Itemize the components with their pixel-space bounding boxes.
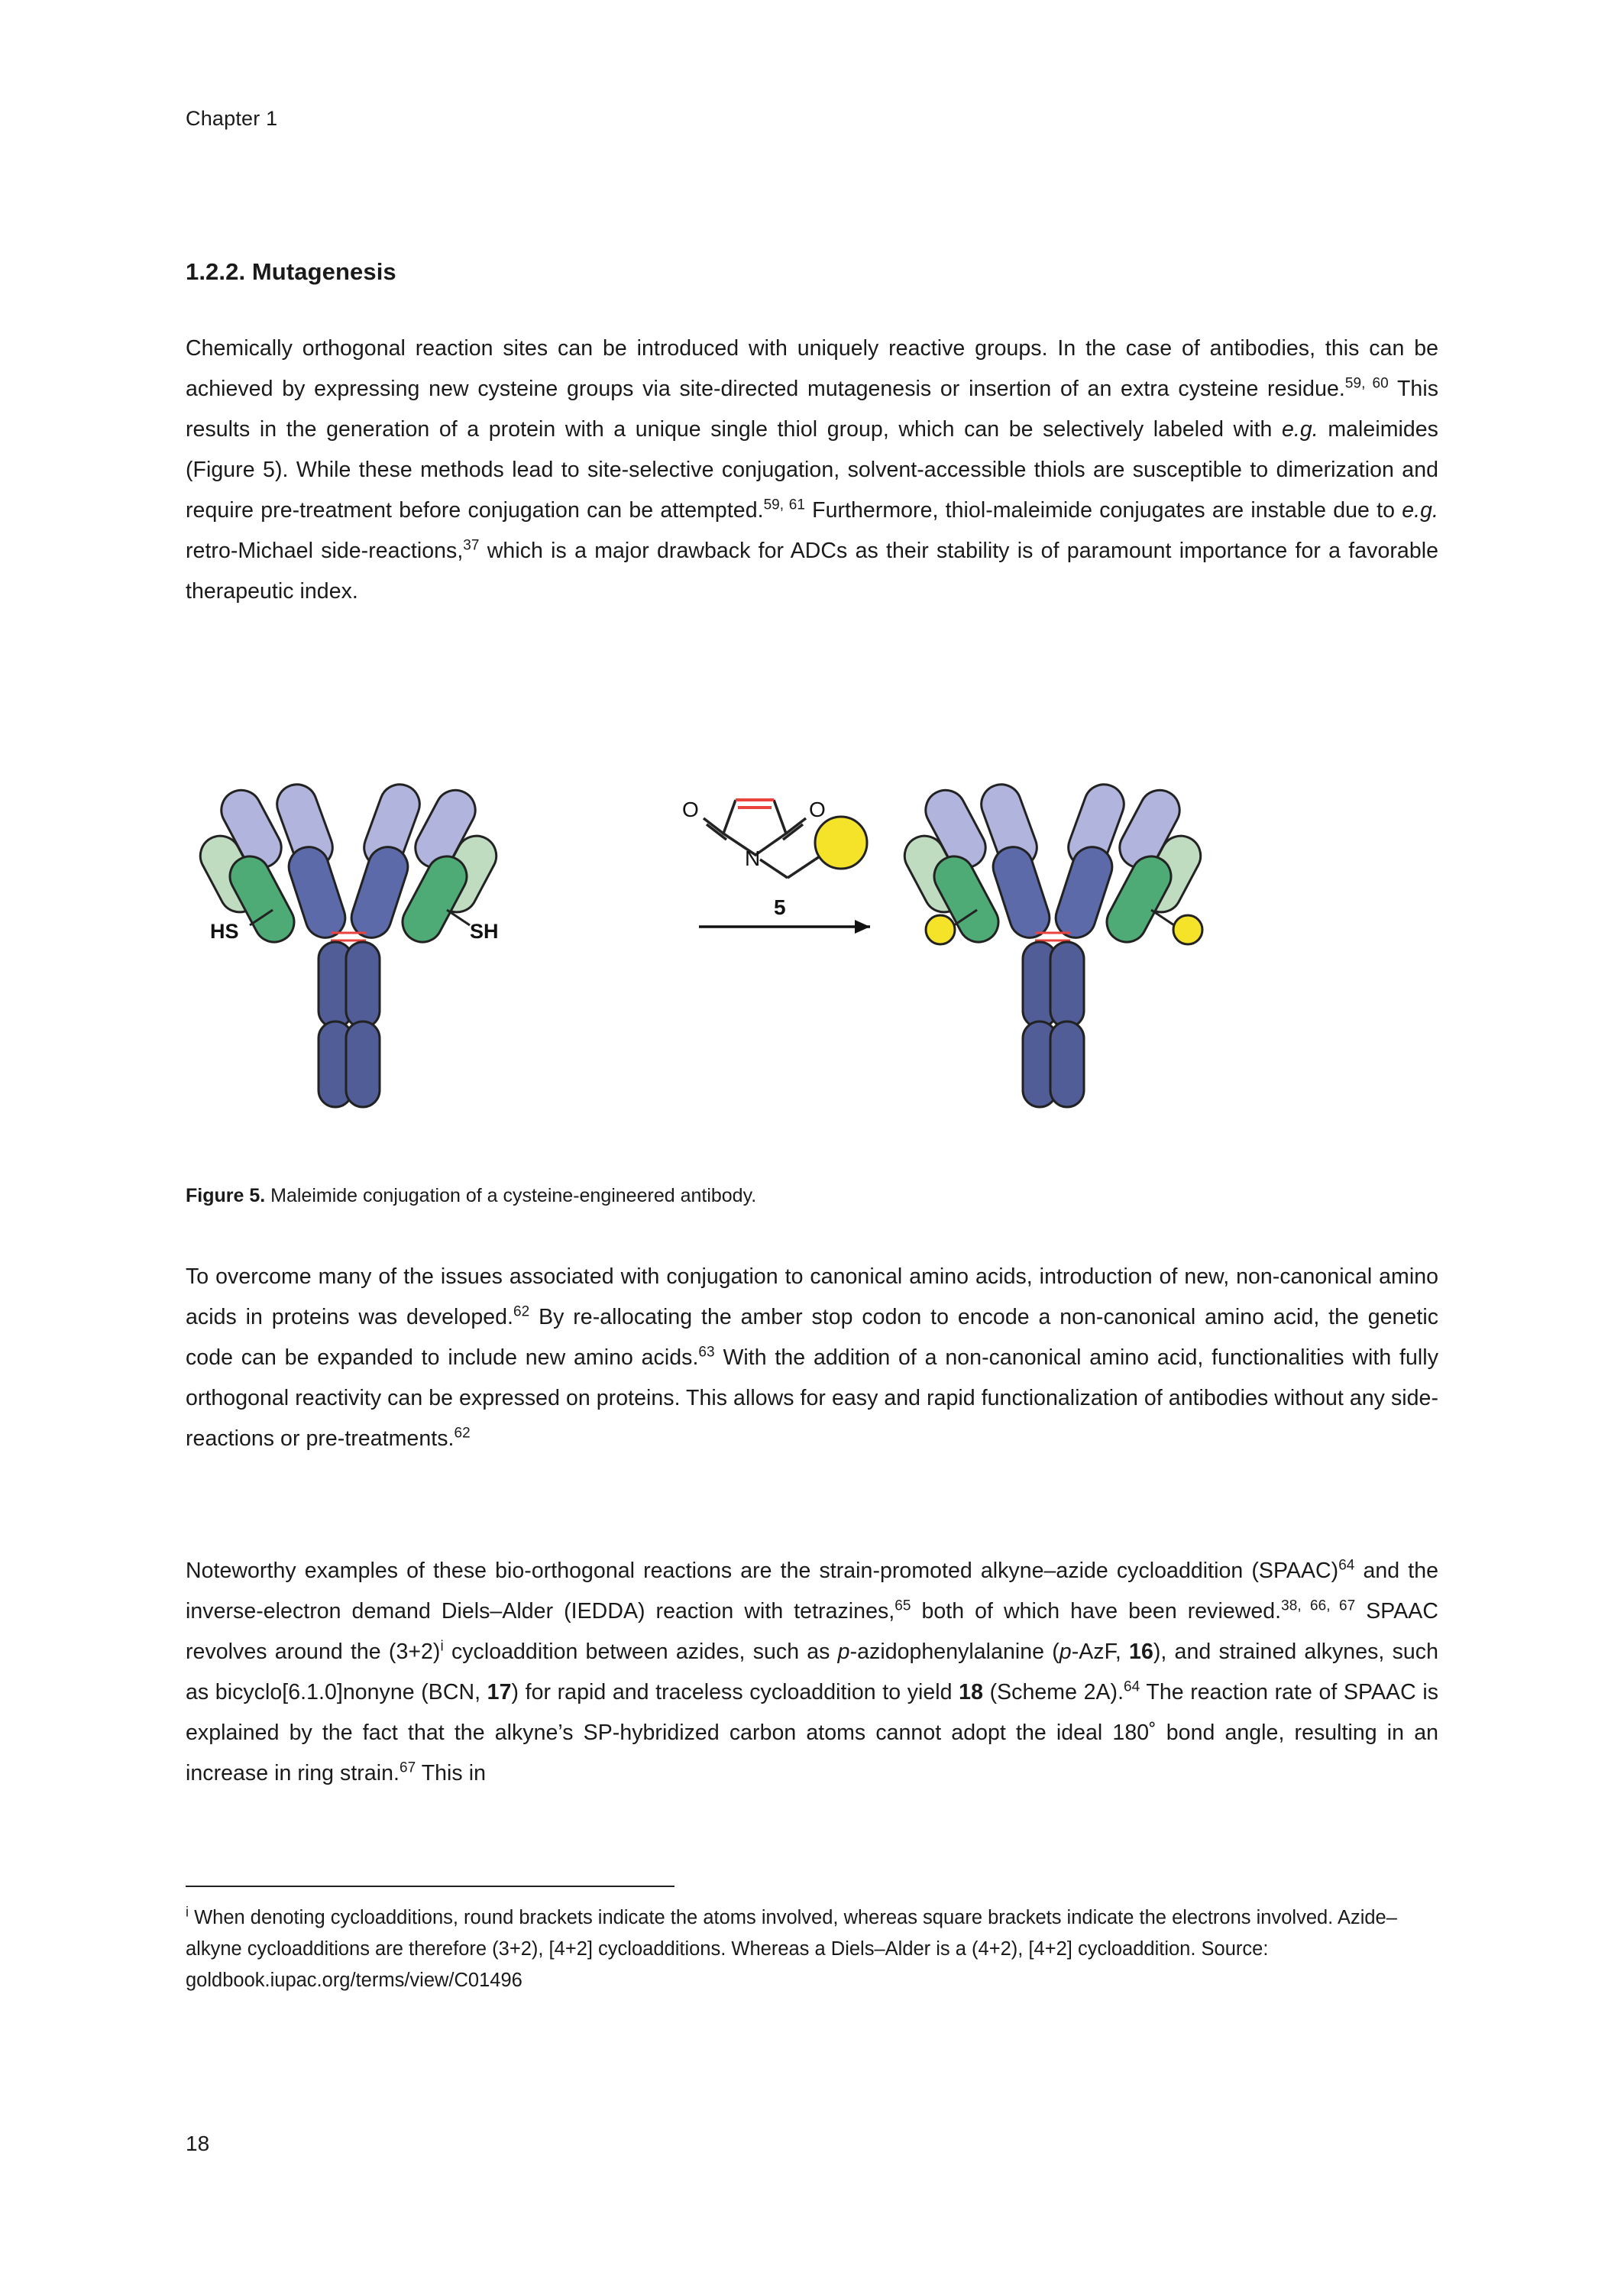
antibody-left bbox=[193, 779, 503, 1107]
figure-caption-label: Figure 5. bbox=[186, 1185, 266, 1206]
reaction-arrow bbox=[699, 895, 870, 934]
footnote-text bbox=[186, 1902, 1438, 1996]
citation-63: 63 bbox=[698, 1344, 715, 1361]
p3-seg-4: SPAAC revolves around the (3+2) bbox=[186, 1599, 1438, 1664]
citation-37: 37 bbox=[463, 537, 480, 554]
figure-caption bbox=[186, 1183, 1438, 1209]
p1-seg-2: This results in the generation of a protein with a unique single thiol group, which can be selectively labeled with bbox=[186, 377, 1438, 442]
p3-seg-5: cycloaddition between azides, such as bbox=[443, 1640, 838, 1664]
running-head: Chapter 1 bbox=[186, 107, 278, 130]
payload-circle bbox=[815, 817, 867, 869]
p1-seg-3: maleimides (Figure 5). While these methods lead to site-selective conjugation, solvent-accessible thiols are susceptible to dimerization and require pre-treatment before conjugation can be attempted. bbox=[186, 417, 1438, 523]
p2-seg-1: To overcome many of the issues associated with conjugation to canonical amino acids, introduction of new, non-canonical amino acids in proteins was developed. bbox=[186, 1264, 1438, 1329]
p3-seg-11: The reaction rate of SPAAC is explained by the fact that the alkyne’s SP-hybridized carbon atoms cannot adopt the ideal 180˚ bond angle, resulting in an increase in ring strain. bbox=[186, 1680, 1439, 1785]
footnote-separator bbox=[186, 1886, 675, 1887]
citation-59-60: 59, 60 bbox=[1344, 375, 1389, 392]
reagent-number-label: 5 bbox=[774, 895, 786, 919]
citation-62b: 62 bbox=[454, 1425, 471, 1442]
p3-seg-10: (Scheme 2A). bbox=[982, 1680, 1124, 1704]
p1-seg-1: Chemically orthogonal reaction sites can be introduced with uniquely reactive groups. In the case of antibodies, this can be achieved by expressing new cysteine groups via site-directed mutagenesis or insertion of an extra cysteine residue. bbox=[186, 336, 1438, 401]
p1-italic-eg-2: e.g. bbox=[1402, 498, 1438, 523]
citation-62a: 62 bbox=[513, 1303, 530, 1320]
p3-italic-p-1: p bbox=[837, 1640, 850, 1664]
thiol-label-right: SH bbox=[470, 920, 499, 943]
p3-seg-6: -azidophenylalanine ( bbox=[849, 1640, 1059, 1664]
citation-59-61: 59, 61 bbox=[763, 497, 805, 513]
thiol-label-left: HS bbox=[210, 920, 239, 943]
compound-18: 18 bbox=[959, 1680, 983, 1704]
p3-seg-12: This in bbox=[416, 1761, 486, 1785]
page-number: 18 bbox=[186, 2132, 210, 2155]
citation-67: 67 bbox=[400, 1759, 416, 1776]
paragraph-bioorthogonal bbox=[186, 1551, 1438, 1794]
citation-38-66-67: 38, 66, 67 bbox=[1281, 1598, 1356, 1614]
citation-64b: 64 bbox=[1124, 1679, 1140, 1695]
atom-label-n: N bbox=[745, 847, 761, 870]
paragraph-mutagenesis bbox=[186, 329, 1438, 612]
citation-64a: 64 bbox=[1338, 1557, 1355, 1574]
p3-seg-7: -AzF, bbox=[1071, 1640, 1130, 1664]
p2-seg-3: With the addition of a non-canonical amino acid, functionalities with fully orthogonal reactivity can be expressed on proteins. This allows for easy and rapid functionalization of antibodies without any side-reactions or pre-treatments. bbox=[186, 1345, 1438, 1451]
figure-5-illustration bbox=[186, 753, 1438, 1165]
p2-seg-2: By re-allocating the amber stop codon to encode a non-canonical amino acid, the genetic code can be expanded to include new amino acids. bbox=[186, 1305, 1439, 1370]
p3-seg-1: Noteworthy examples of these bio-orthogonal reactions are the strain-promoted alkyne–azide cycloaddition (SPAAC) bbox=[186, 1559, 1339, 1583]
payload-circle-left bbox=[926, 915, 955, 944]
section-heading: 1.2.2. Mutagenesis bbox=[186, 258, 396, 285]
citation-65: 65 bbox=[894, 1598, 911, 1614]
compound-17: 17 bbox=[487, 1680, 512, 1704]
maleimide-reagent bbox=[682, 798, 867, 878]
p3-seg-2: and the inverse-electron demand Diels–Alder (IEDDA) reaction with tetrazines, bbox=[186, 1559, 1439, 1624]
p3-italic-p-2: p bbox=[1059, 1640, 1072, 1664]
footnote-marker: i bbox=[186, 1904, 189, 1920]
p3-seg-8: ), and strained alkynes, such as bicyclo[6.1.0]nonyne (BCN, bbox=[186, 1640, 1438, 1704]
footnote-body: When denoting cycloadditions, round brackets indicate the atoms involved, whereas square brackets indicate the electrons involved. Azide–alkyne cycloadditions are therefore (3+2), [4+2] cycloadditions. Whereas a Diels–Alder is a (4+2), [4+2] cycloaddition. Source: goldbook.iupac.org/terms/view/C01496 bbox=[186, 1907, 1397, 1991]
p3-seg-9: ) for rapid and traceless cycloaddition to yield bbox=[511, 1680, 959, 1704]
p1-seg-5: retro-Michael side-reactions, bbox=[186, 539, 464, 563]
footnote-marker-ref: i bbox=[440, 1638, 444, 1655]
p3-seg-3: both of which have been reviewed. bbox=[911, 1599, 1282, 1624]
compound-16: 16 bbox=[1129, 1640, 1153, 1664]
p1-seg-4: Furthermore, thiol-maleimide conjugates are instable due to bbox=[804, 498, 1402, 523]
payload-circle-right bbox=[1173, 915, 1202, 944]
atom-label-o-left: O bbox=[682, 798, 699, 821]
antibody-right bbox=[898, 779, 1208, 1107]
atom-label-o-right: O bbox=[809, 798, 826, 821]
antibody-conjugation-diagram bbox=[186, 753, 1438, 1165]
p1-seg-6: which is a major drawback for ADCs as their stability is of paramount importance for a favorable therapeutic index. bbox=[186, 539, 1438, 604]
p1-italic-eg-1: e.g. bbox=[1282, 417, 1318, 442]
paragraph-noncanonical-aa bbox=[186, 1257, 1438, 1459]
figure-caption-text: Maleimide conjugation of a cysteine-engineered antibody. bbox=[265, 1185, 757, 1206]
